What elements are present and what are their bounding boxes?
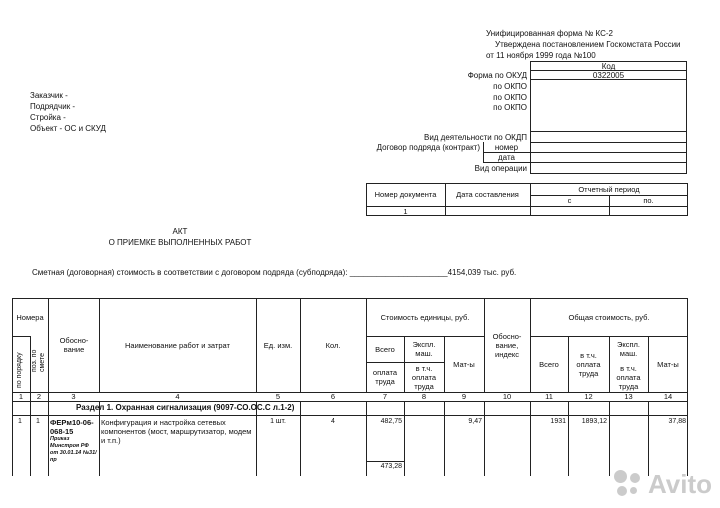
unit-total-header: Всего <box>375 344 395 354</box>
okpo-label-1: по ОКПО <box>493 82 527 91</box>
col-number: 10 <box>502 392 512 401</box>
col-number: 9 <box>461 392 467 401</box>
col-number: 2 <box>36 392 42 401</box>
okpo-label-2: по ОКПО <box>493 93 527 102</box>
doc-number-value: 1 <box>403 206 408 216</box>
unit-incl-labor-header: в т.ч. оплата труда <box>411 363 437 391</box>
doc-date-header: Дата составления <box>456 190 519 199</box>
unit-cost-header: Стоимость единицы, руб. <box>380 312 470 322</box>
row-pos: 1 <box>36 418 40 425</box>
period-from-label: с <box>567 196 572 205</box>
object-label: Объект - ОС и СКУД <box>30 124 106 133</box>
avito-logo-icon <box>614 470 644 500</box>
total2-header: Всего <box>539 359 559 369</box>
row-total-labor: 1893,12 <box>581 418 607 425</box>
approved-line: Утверждена постановлением Госкомстата России <box>495 40 681 49</box>
name-header: Наименование работ и затрат <box>124 340 230 350</box>
row-order-ref: Приказ Минстроя РФ от 30.01.14 №31/пр <box>50 436 97 463</box>
contractor-label: Подрядчик - <box>30 102 76 111</box>
doc-number-header: Номер документа <box>374 190 437 199</box>
form-title: Унифицированная форма № КС-2 <box>486 29 613 38</box>
period-to-label: по. <box>643 196 654 205</box>
total-cost-header: Общая стоимость, руб. <box>568 312 650 322</box>
okdp-label: Вид деятельности по ОКДП <box>423 133 527 142</box>
col-number: 4 <box>175 392 180 401</box>
total-machines-header: Экспл. маш. <box>616 340 641 358</box>
order-header: по порядку <box>16 352 23 388</box>
row-total-materials: 37,88 <box>668 418 686 425</box>
unit-labor-header: оплата труда <box>372 368 398 386</box>
col-number: 14 <box>663 392 673 401</box>
col-number: 3 <box>71 392 76 401</box>
okud-value: 0322005 <box>592 71 625 80</box>
okpo-label-3: по ОКПО <box>493 103 527 112</box>
unit-header: Ед. изм. <box>263 340 293 350</box>
period-header: Отчетный период <box>578 184 640 194</box>
qty-header: Кол. <box>325 340 341 350</box>
approved-date: от 11 ноября 1999 года №100 <box>486 51 596 60</box>
row-unit-materials: 9,47 <box>468 418 482 425</box>
contract-number-label: номер <box>494 143 519 152</box>
numbers-header: Номера <box>16 312 44 322</box>
avito-watermark <box>614 469 712 500</box>
section-title: Раздел 1. Охранная сигнализация (9097-СО.ОС.С л.1-2) <box>76 403 295 412</box>
total-labor-header: в т.ч. оплата труда <box>576 350 601 378</box>
col-number: 6 <box>330 392 336 401</box>
contract-cost-line: Сметная (договорная) стоимость в соответствии с договором подряда (субподряда): ______________________4154,039 тыс. руб. <box>32 268 517 277</box>
total-materials-header: Мат-ы <box>657 359 679 369</box>
col-number: 12 <box>584 392 593 401</box>
col-number: 8 <box>421 392 427 401</box>
act-subtitle: О ПРИЕМКЕ ВЫПОЛНЕННЫХ РАБОТ <box>108 238 252 247</box>
row-unit-labor: 473,28 <box>380 463 402 470</box>
unit-machines-header: Экспл. маш. <box>412 340 436 358</box>
pos-header: поз. по смете <box>31 349 46 372</box>
customer-label: Заказчик - <box>30 91 68 100</box>
contract-date-label: дата <box>498 153 515 162</box>
col-number: 1 <box>18 392 24 401</box>
col-number: 5 <box>275 392 281 401</box>
basis-header: Обосно-вание <box>59 336 89 354</box>
row-unit: 1 шт. <box>270 418 286 425</box>
row-qty: 4 <box>331 418 335 425</box>
row-code: ФЕРм10-06-068-15 <box>50 418 94 436</box>
col-number: 13 <box>624 392 633 401</box>
act-title: АКТ <box>172 227 188 236</box>
row-unit-total: 482,75 <box>380 418 402 425</box>
basis-index-header: Обосно-вание, индекс <box>492 331 522 359</box>
row-total: 1931 <box>550 418 566 425</box>
operation-label: Вид операции <box>474 164 527 173</box>
row-order: 1 <box>18 418 22 425</box>
kod-label: Код <box>601 62 616 71</box>
total-machines-labor-header: в т.ч. оплата труда <box>616 363 641 391</box>
okud-label: Форма по ОКУД <box>467 71 527 80</box>
site-label: Стройка - <box>30 113 66 122</box>
row-name: Конфигурация и настройка сетевых компонентов (мост, маршрутизатор, модем и т.п.) <box>101 418 252 445</box>
col-number: 11 <box>545 392 553 401</box>
unit-materials-header: Мат-ы <box>453 359 475 369</box>
col-number: 7 <box>382 392 388 401</box>
contract-label: Договор подряда (контракт) <box>376 143 480 152</box>
avito-watermark-text: Avito <box>647 469 712 499</box>
